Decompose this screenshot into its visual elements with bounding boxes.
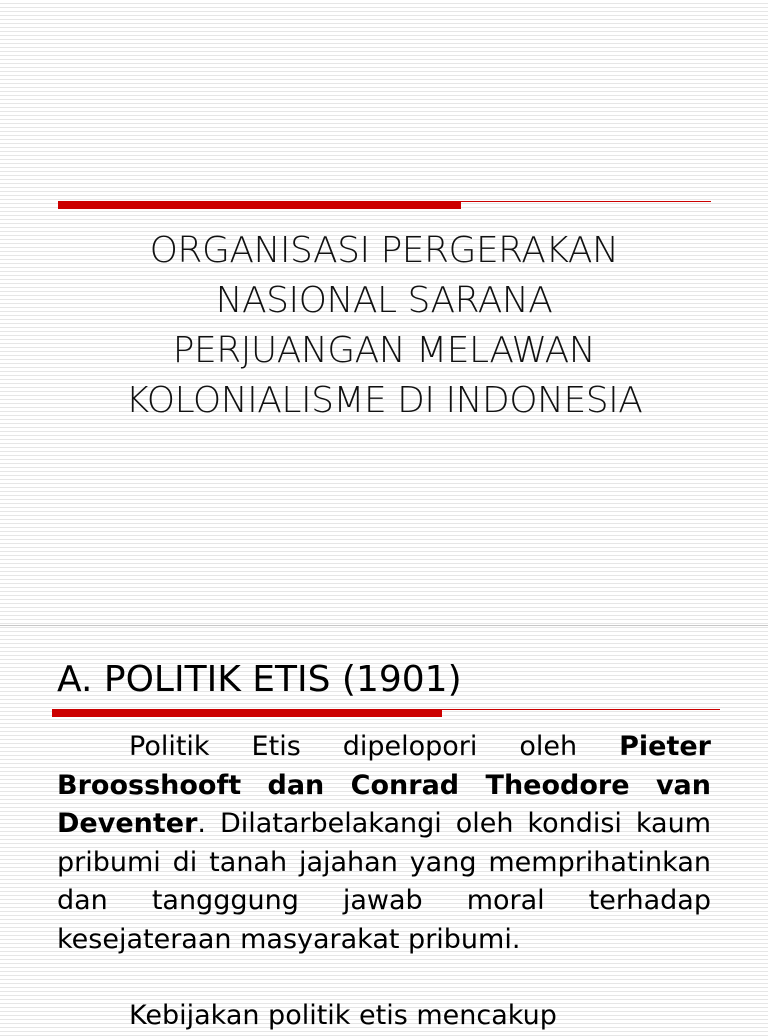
content-slide [0,626,768,1031]
paragraph-1-intro: Politik Etis dipelopori oleh [129,731,620,762]
slide-title [70,226,698,426]
title-accent-bar [58,201,461,209]
body-paragraph-1 [57,728,711,959]
title-line-4: KOLONIALISME DI INDONESIA [125,380,643,421]
title-line-3: PERJUANGAN MELAWAN [172,330,596,371]
paragraph-1-rest: . Dilatarbelakangi oleh kondisi kaum pribumi di tanah jajahan yang memprihatinkan dan tangggung jawab moral terhadap kesejateraan masyarakat pribumi. [57,808,711,955]
heading-accent-bar [52,709,442,717]
section-heading: A. POLITIK ETIS (1901) [57,659,462,700]
heading-accent-line [442,709,720,710]
body-paragraph-2: Kebijakan politik etis mencakup [129,1000,557,1031]
title-line-2: NASIONAL SARANA [215,280,553,321]
paragraph-1-names: Pieter Broosshooft dan Conrad Theodore van Deventer [57,731,711,839]
title-accent-line [461,201,711,202]
title-line-1: ORGANISASI PERGERAKAN [149,230,619,271]
